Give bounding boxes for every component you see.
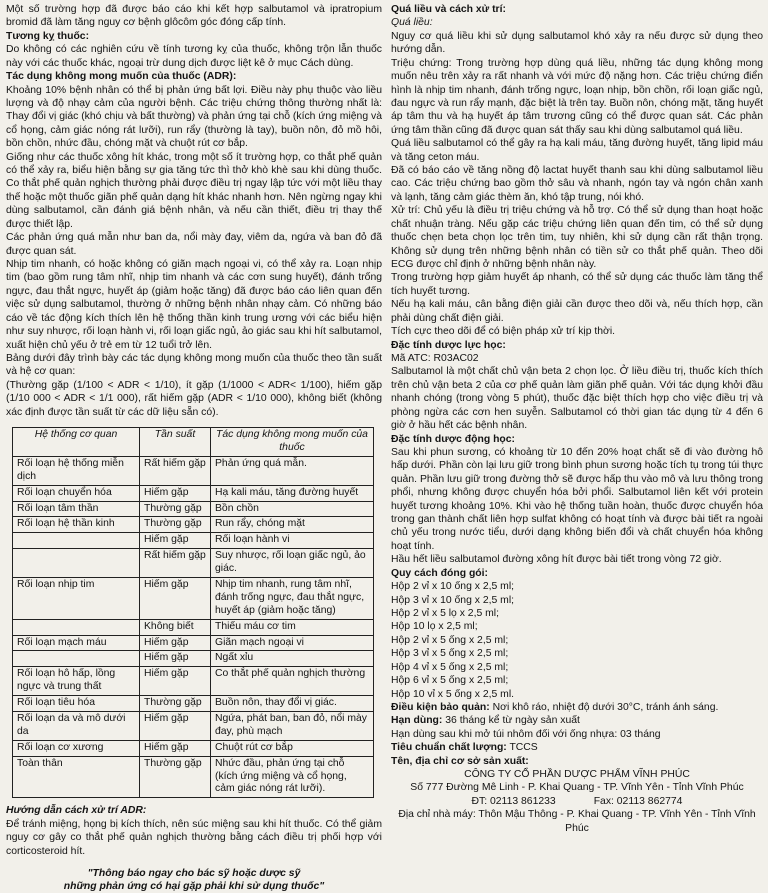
overdose-paragraph: Đã có báo cáo về tăng nồng độ lactat huyết thanh sau khi dùng salbutamol liều cao. Các triệu chứng bao gồm thở sâu và nhanh, ngón tay và ngón chân xanh và lạnh, tăng cảm giác thèm ăn, khó tập trung, nói khó. <box>391 165 763 203</box>
quality-standard-label: Tiêu chuẩn chất lượng: <box>391 742 507 754</box>
pharmacokinetics-text: Hầu hết liều salbutamol đường xông hít được bài tiết trong vòng 72 giờ. <box>391 554 722 566</box>
frequency-cell: Không biết <box>140 619 211 635</box>
organ-system-cell: Rối loạn hệ thống miễn dịch <box>13 456 140 485</box>
frequency-cell: Hiếm gặp <box>140 712 211 741</box>
factory-address: Địa chỉ nhà máy: Thôn Mậu Thông - P. Khai Quang - TP. Vĩnh Yên - Tỉnh Vĩnh Phúc <box>398 809 756 834</box>
organ-system-cell: Rối loạn nhịp tim <box>13 577 140 619</box>
pharmacokinetics-heading: Đặc tính dược động học: <box>391 433 516 445</box>
organ-system-cell: Rối loạn tâm thần <box>13 501 140 517</box>
pharmacodynamics-heading: Đặc tính dược lực học: <box>391 339 506 351</box>
packaging-item: Hộp 3 vỉ x 10 ống x 2,5 ml; <box>391 594 515 606</box>
organ-system-cell <box>13 651 140 667</box>
table-row <box>13 756 374 798</box>
incompatibility-heading: Tương kỵ thuốc: <box>6 30 90 42</box>
adr-guide-text: Để tránh miệng, họng bị kích thích, nên súc miệng sau khi hít thuốc. Có thể giảm nguy cơ gây co thắt phế quản nghịch thường bằng cách điều trị phối hợp với corticosteroid hít. <box>6 818 382 857</box>
table-row <box>13 712 374 741</box>
company-contact <box>391 795 763 808</box>
packaging-item: Hộp 2 vỉ x 5 ống x 2,5 ml; <box>391 634 509 646</box>
adr-table-body <box>13 456 374 797</box>
frequency-cell: Hiếm gặp <box>140 667 211 696</box>
overdose-paragraph: Xử trí: Chủ yếu là điều trị triệu chứng và hỗ trợ. Có thể sử dụng than hoạt hoặc chất nhuận tràng. Nếu gặp các triệu chứng liên quan đến tim, có thể sử dụng thuốc chẹn beta chọn lọc trên tim, tuy nhiên, khi sử dụng cần rất thận trọng. Không sử dụng trên những bệnh nhân có tiền sử co thắt phế quản. Theo dõi ECG được chỉ định ở những bệnh nhân này. <box>391 205 763 271</box>
notice-line: "Thông báo ngay cho bác sỹ hoặc dược sỹ <box>87 868 301 880</box>
table-row <box>13 517 374 533</box>
organ-system-cell: Rối loạn chuyển hóa <box>13 485 140 501</box>
packaging-list <box>391 580 763 701</box>
organ-system-cell: Rối loạn mạch máu <box>13 635 140 651</box>
frequency-cell: Hiếm gặp <box>140 651 211 667</box>
packaging-item: Hộp 10 vỉ x 5 ống x 2,5 ml. <box>391 688 515 700</box>
left-column <box>6 3 382 893</box>
effect-cell: Co thắt phế quản nghịch thường <box>211 667 374 696</box>
effect-cell: Ngất xỉu <box>211 651 374 667</box>
frequency-cell: Thường gặp <box>140 501 211 517</box>
table-row <box>13 501 374 517</box>
overdose-subheading: Quá liều: <box>391 17 433 29</box>
effect-cell: Hạ kali máu, tăng đường huyết <box>211 485 374 501</box>
effect-cell: Nhức đầu, phản ứng tại chỗ (kích ứng miệng và cổ họng, cảm giác nóng rát lưỡi). <box>211 756 374 798</box>
adr-table <box>12 427 374 798</box>
effect-cell: Chuột rút cơ bắp <box>211 740 374 756</box>
effect-cell: Nhịp tim nhanh, rung tâm nhĩ, đánh trống ngực, đau thắt ngực, huyết áp (giảm hoặc tăng) <box>211 577 374 619</box>
organ-system-cell <box>13 549 140 578</box>
column-header: Tần suất <box>140 428 211 457</box>
effect-cell: Giãn mạch ngoại vi <box>211 635 374 651</box>
frequency-cell: Hiếm gặp <box>140 635 211 651</box>
table-row <box>13 740 374 756</box>
table-row <box>13 667 374 696</box>
packaging-item: Hộp 6 vỉ x 5 ống x 2,5 ml; <box>391 675 509 687</box>
overdose-paragraph: Quá liều salbutamol có thể gây ra hạ kali máu, tăng đường huyết, tăng lipid máu và tăng ceton máu. <box>391 138 763 163</box>
table-row <box>13 635 374 651</box>
shelf-life-line <box>391 714 763 727</box>
shelf-life-opened: Hạn dùng sau khi mở túi nhôm đối với ống nhựa: 03 tháng <box>391 728 661 740</box>
organ-system-cell: Rối loạn hệ thần kinh <box>13 517 140 533</box>
overdose-paragraph: Trong trường hợp giảm huyết áp nhanh, có thể sử dụng các thuốc làm tăng thể tích huyết tương. <box>391 272 763 297</box>
organ-system-cell: Rối loạn hô hấp, lồng ngực và trung thất <box>13 667 140 696</box>
shelf-life-label: Hạn dùng: <box>391 715 443 727</box>
frequency-cell: Hiếm gặp <box>140 577 211 619</box>
frequency-cell: Thường gặp <box>140 756 211 798</box>
quality-standard-value: TCCS <box>506 742 538 754</box>
organ-system-cell: Rối loạn tiêu hóa <box>13 696 140 712</box>
organ-system-cell: Toàn thân <box>13 756 140 798</box>
pharmacokinetics-text: Sau khi phun sương, có khoảng từ 10 đến 20% hoạt chất sẽ đi vào đường hô hấp dưới. Phần còn lại lưu giữ trong bình phun sương hoặc tích tụ trong túi thực quản. Phần lưu giữ trong đường thở sẽ được hấp thu vào mô và lưu thông trong phổi, nhưng không được chuyển hóa bởi phổi. Salbutamol liên kết với protein huyết tương khoảng 10%. Khi vào hệ thống tuần hoàn, thuốc được chuyển hóa trong gan thành chất liên hợp sulfat không có hoạt tính và được bài tiết ra ngoài chủ yếu trong nước tiểu, dưới dạng không biến đổi và chất chuyển hóa không hoạt tính. <box>391 446 763 552</box>
overdose-heading: Quá liều và cách xử trí: <box>391 4 506 15</box>
storage-value: Nơi khô ráo, nhiệt độ dưới 30°C, tránh ánh sáng. <box>489 701 719 713</box>
phone: ĐT: 02113 861233 <box>471 795 556 807</box>
organ-system-cell <box>13 619 140 635</box>
adr-paragraph: Khoảng 10% bệnh nhân có thể bị phản ứng bất lợi. Điều này phụ thuộc vào liều lượng và độ nhạy cảm của người bệnh. Các triệu chứng thông thường nhất là: Thay đổi vị giác (khó chịu và bất thường) và phản ứng tại chỗ (kích ứng miệng và cổ họng, cảm giác nóng rát lưỡi), run rẩy (thường là tay), buồn nôn, đỏ mồ hôi, bồn chồn, nhức đầu, chóng mặt và chuột rút cơ bắp. <box>6 84 382 150</box>
incompatibility-text: Do không có các nghiên cứu về tính tương kỵ của thuốc, không trộn lẫn thuốc này với các thuốc khác, ngoại trừ dung dịch được liệt kê ở mục Cách dùng. <box>6 44 382 69</box>
effect-cell: Thiếu máu cơ tim <box>211 619 374 635</box>
interaction-note: Một số trường hợp đã được báo cáo khi kết hợp salbutamol và ipratropium bromid đã làm tăng nguy cơ bệnh glôcôm góc đóng cấp tính. <box>6 4 382 29</box>
table-row <box>13 456 374 485</box>
table-header-row <box>13 428 374 457</box>
organ-system-cell <box>13 533 140 549</box>
overdose-paragraph: Nếu hạ kali máu, cân bằng điện giải cần được theo dõi và, nếu thích hợp, cần phải dùng chất điện giải. <box>391 299 763 324</box>
organ-system-cell: Rối loạn da và mô dưới da <box>13 712 140 741</box>
adr-paragraph: Nhịp tim nhanh, có hoặc không có giãn mạch ngoại vi, có thể xảy ra. Loạn nhịp tim (bao gồm rung tâm nhĩ, nhịp tim nhanh và các cơn sung huyết), đánh trống ngực, đau thắt ngực, huyết áp (giảm hoặc tăng) đã được báo cáo liên quan đến việc sử dụng salbutamol, thường ở những bệnh nhân nhạy cảm. Có những báo cáo về tác động kích thích lên hệ thống thần kinh trung ương với các biểu hiện như suy nhược, rối loạn hành vi, rối loạn giấc ngủ, ảo giác sau khi hít salbutamol, xuất hiện chủ yếu ở trẻ em từ 12 tuổi trở lên. <box>6 259 382 351</box>
table-row <box>13 577 374 619</box>
adr-paragraph: Các phản ứng quá mẫn như ban da, nổi mày đay, viêm da, ngứa và ban đỏ đã được quan sát. <box>6 232 382 257</box>
effect-cell: Phản ứng quá mẫn. <box>211 456 374 485</box>
storage-label: Điều kiện bảo quản: <box>391 701 490 713</box>
company-name: CÔNG TY CỔ PHẦN DƯỢC PHẨM VĨNH PHÚC <box>464 769 690 781</box>
shelf-life-value: 36 tháng kể từ ngày sản xuất <box>442 715 580 727</box>
frequency-cell: Thường gặp <box>140 517 211 533</box>
packaging-item: Hộp 3 vỉ x 5 ống x 2,5 ml; <box>391 648 509 660</box>
table-row <box>13 533 374 549</box>
frequency-cell: Rất hiếm gặp <box>140 549 211 578</box>
adr-heading: Tác dụng không mong muốn của thuốc (ADR): <box>6 71 237 83</box>
packaging-item: Hộp 10 lọ x 2,5 ml; <box>391 621 478 633</box>
manufacturer-heading: Tên, địa chỉ cơ sở sản xuất: <box>391 755 529 767</box>
column-header: Hệ thống cơ quan <box>13 428 140 457</box>
packaging-item: Hộp 2 vỉ x 10 ống x 2,5 ml; <box>391 581 515 593</box>
packaging-heading: Quy cách đóng gói: <box>391 567 488 579</box>
quality-standard-line <box>391 741 763 754</box>
frequency-cell: Hiếm gặp <box>140 740 211 756</box>
organ-system-cell: Rối loạn cơ xương <box>13 740 140 756</box>
packaging-item: Hộp 4 vỉ x 5 ống x 2,5 ml; <box>391 661 509 673</box>
right-column <box>391 3 763 835</box>
effect-cell: Bồn chồn <box>211 501 374 517</box>
table-row <box>13 485 374 501</box>
frequency-cell: Thường gặp <box>140 696 211 712</box>
column-header: Tác dụng không mong muốn của thuốc <box>211 428 374 457</box>
frequency-legend: (Thường gặp (1/100 < ADR < 1/10), ít gặp (1/1000 < ADR< 1/100), hiếm gặp (1/10 000 < ADR < 1/1 000), rất hiếm gặp (ADR < 1/10 000), không biết (không xác định được tần suất từ các dữ liệu sẵn có). <box>6 379 382 418</box>
frequency-cell: Hiếm gặp <box>140 485 211 501</box>
overdose-paragraph: Nguy cơ quá liều khi sử dụng salbutamol khó xảy ra nếu được sử dụng theo hướng dẫn. <box>391 30 763 56</box>
table-row <box>13 619 374 635</box>
pharmacodynamics-text: Salbutamol là một chất chủ vận beta 2 chọn lọc. Ở liều điều trị, thuốc kích thích trên chủ vận beta 2 của cơ phế quản làm giãn phế quản. Với tác dụng khởi đầu nhanh chóng (trong vòng 5 phút), thuốc đặc biệt thích hợp cho việc điều trị và phòng ngừa các cơn hen suyễn. Salbutamol có thời gian tác dụng từ 4 đến 6 giờ ở hầu hết các bệnh nhân. <box>391 366 763 432</box>
table-row <box>13 651 374 667</box>
atc-code: Mã ATC: R03AC02 <box>391 352 479 364</box>
storage-line <box>391 701 763 714</box>
frequency-cell: Hiếm gặp <box>140 533 211 549</box>
table-row <box>13 696 374 712</box>
overdose-paragraph: Triệu chứng: Trong trường hợp dùng quá liều, những tác dụng không mong muốn nêu trên xảy ra rất nhanh và với mức độ nặng hơn. Các triệu chứng điển hình là nhịp tim nhanh, đánh trống ngực, loạn nhịp, bồn chồn, rối loạn giấc ngủ, đau ngực và run rẩy mạnh, đặc biệt là trên tay. Buồn nôn, chóng mặt, tăng huyết áp tâm thu và hạ huyết áp tâm trương cũng có thể được quan sát. Các phản ứng tâm thần cũng đã được quan sát thấy sau khi dùng salbutamol quá liều. <box>391 57 763 136</box>
effect-cell: Suy nhược, rối loạn giấc ngủ, ảo giác. <box>211 549 374 578</box>
adr-paragraph: Bảng dưới đây trình bày các tác dụng không mong muốn của thuốc theo tần suất và hệ cơ quan: <box>6 352 382 378</box>
fax: Fax: 02113 862774 <box>593 795 683 807</box>
report-notice <box>6 867 382 893</box>
packaging-item: Hộp 2 vỉ x 5 lọ x 2,5 ml; <box>391 607 499 619</box>
effect-cell: Buồn nôn, thay đổi vị giác. <box>211 696 374 712</box>
notice-line: những phản ứng có hại gặp phải khi sử dụng thuốc" <box>63 881 325 893</box>
overdose-paragraph: Tích cực theo dõi để có biện pháp xử trí kịp thời. <box>391 326 616 338</box>
table-row <box>13 549 374 578</box>
adr-paragraph: Giống như các thuốc xông hít khác, trong một số ít trường hợp, co thắt phế quản có thể xảy ra, biểu hiện bằng sự gia tăng tức thì thở khò khè sau khi dùng thuốc. Co thắt phế quản nghịch thường phải được điều trị ngay lập tức với một liều thay thế hoặc một thuốc giãn phế quản dạng hít khác nhanh hơn. Nên ngừng ngay khi dùng salbutamol, cần đánh giá bệnh nhân, và nếu cần thiết, điều trị thay thế được thiết lập. <box>6 151 382 230</box>
effect-cell: Ngứa, phát ban, ban đỏ, nổi mày đay, phù mạch <box>211 712 374 741</box>
adr-guide-heading: Hướng dẫn cách xử trí ADR: <box>6 805 147 817</box>
frequency-cell: Rất hiếm gặp <box>140 456 211 485</box>
company-address: Số 777 Đường Mê Linh - P. Khai Quang - TP. Vĩnh Yên - Tỉnh Vĩnh Phúc <box>410 782 744 794</box>
effect-cell: Run rẩy, chóng mặt <box>211 517 374 533</box>
effect-cell: Rối loạn hành vi <box>211 533 374 549</box>
